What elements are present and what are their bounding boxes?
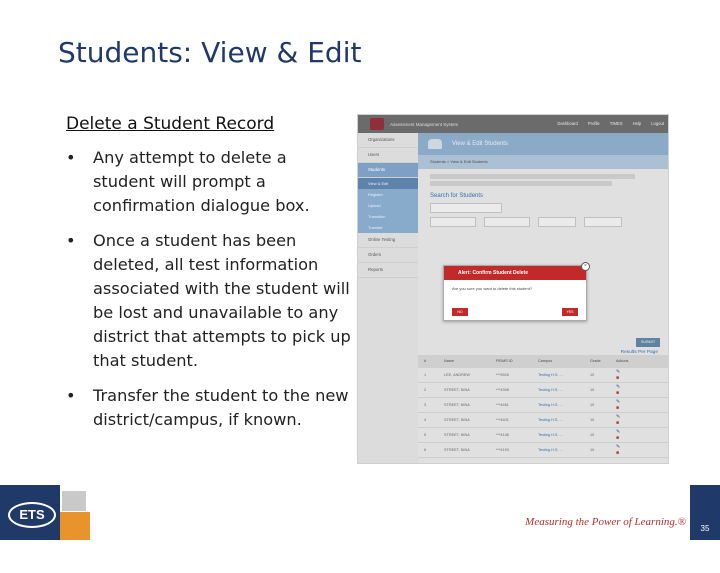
submit-button[interactable]: SUBMIT: [636, 338, 660, 347]
ets-logo-box: [0, 485, 60, 540]
close-icon[interactable]: ×: [581, 262, 590, 271]
sidebar-item-reports[interactable]: Reports: [358, 263, 418, 278]
bullet-marker: •: [66, 231, 76, 250]
edit-icon[interactable]: ✎: [616, 384, 621, 390]
confirm-delete-dialog: [443, 265, 587, 321]
table-row: 5 STREET, NINA ***4146 Testing H.S. ... 10 ✎ ■: [418, 428, 669, 443]
delete-icon[interactable]: ■: [616, 435, 620, 441]
nav-logout[interactable]: Logout: [651, 121, 664, 126]
bullet-item: [66, 229, 351, 373]
table-row: 4 STREET, NINA ***4401 Testing H.S. ... 10 ✎ ■: [418, 413, 669, 428]
sidebar-item-online-testing[interactable]: Online Testing: [358, 233, 418, 248]
bullet-text: Transfer the student to the new district/campus, if known.: [93, 386, 349, 429]
subheading: Delete a Student Record: [66, 114, 275, 134]
edit-icon[interactable]: ✎: [616, 444, 621, 450]
edit-icon[interactable]: ✎: [616, 414, 621, 420]
page-header-title: View & Edit Students: [452, 141, 508, 147]
table-row: 6 STREET, NINA ***4193 Testing H.S. ... 10 ✎ ■: [418, 443, 669, 458]
tagline: Measuring the Power of Learning.®: [525, 516, 686, 528]
bullet-list: [66, 146, 351, 443]
app-title: Assessment Management System: [390, 122, 459, 127]
delete-icon[interactable]: ■: [616, 405, 620, 411]
sidebar-item-students[interactable]: Students: [358, 163, 418, 178]
dialog-title: Alert: Confirm Student Delete: [444, 266, 586, 280]
nav-times[interactable]: TIMES: [609, 121, 623, 126]
edit-icon[interactable]: ✎: [616, 369, 621, 375]
sidebar-sub-transition[interactable]: Transition: [358, 211, 418, 222]
bullet-text: Once a student has been deleted, all test information associated with the student will be lost and unavailable to any district that attempts to pick up that student.: [93, 231, 351, 370]
slide-title: Students: View & Edit: [58, 36, 362, 69]
nav-profile[interactable]: Profile: [587, 121, 600, 126]
delete-icon[interactable]: ■: [616, 450, 620, 456]
bullet-item: [66, 146, 351, 218]
bullet-item: [66, 384, 351, 432]
bullet-marker: •: [66, 148, 76, 167]
sidebar-item-orders[interactable]: Orders: [358, 248, 418, 263]
dialog-message: Are you sure you want to delete this student?: [452, 286, 533, 291]
breadcrumb: Students > View & Edit Students: [418, 155, 669, 169]
edit-icon[interactable]: ✎: [616, 399, 621, 405]
delete-icon[interactable]: ■: [616, 420, 620, 426]
sidebar-item-organizations[interactable]: Organizations: [358, 133, 418, 148]
slide-footer: [0, 485, 720, 540]
search-title: Search for Students: [430, 193, 484, 199]
app-screenshot: [357, 114, 669, 464]
results-per-page[interactable]: Results Per Page: [620, 350, 658, 355]
page-number: 35: [690, 485, 720, 540]
bullet-text: Any attempt to delete a student will prompt a confirmation dialogue box.: [93, 148, 310, 215]
yes-button[interactable]: YES: [562, 308, 578, 316]
delete-icon[interactable]: ■: [616, 390, 620, 396]
no-button[interactable]: NO: [452, 308, 468, 316]
sidebar-sub-transfer[interactable]: Transfer: [358, 222, 418, 233]
nav-help[interactable]: Help: [632, 121, 642, 126]
sidebar-item-users[interactable]: Users: [358, 148, 418, 163]
ets-logo: ETS: [8, 502, 56, 528]
footer-accent-orange: [60, 512, 90, 540]
table-header: # Name PEIMS ID Campus Grade Actions: [418, 355, 669, 368]
edit-icon[interactable]: ✎: [616, 429, 621, 435]
nav-dashboard[interactable]: Dashboard: [557, 121, 578, 126]
delete-icon[interactable]: ■: [616, 375, 620, 381]
sidebar-sub-register[interactable]: Register: [358, 189, 418, 200]
sidebar-sub-upload[interactable]: Upload: [358, 200, 418, 211]
sidebar-sub-view-edit[interactable]: View & Edit: [358, 178, 418, 189]
app-logo: [370, 118, 384, 130]
footer-accent-gray: [62, 491, 86, 511]
table-row: 1 LEE, ANDREW ***3926 Testing H.S. ... 10 ✎ ■: [418, 368, 669, 383]
app-sidebar: [358, 133, 418, 464]
bullet-marker: •: [66, 386, 76, 405]
table-row: 3 STREET, NINA ***4461 Testing H.S. ... 10 ✎ ■: [418, 398, 669, 413]
table-row: 2 STREET, NINA ***4398 Testing H.S. ... 10 ✎ ■: [418, 383, 669, 398]
